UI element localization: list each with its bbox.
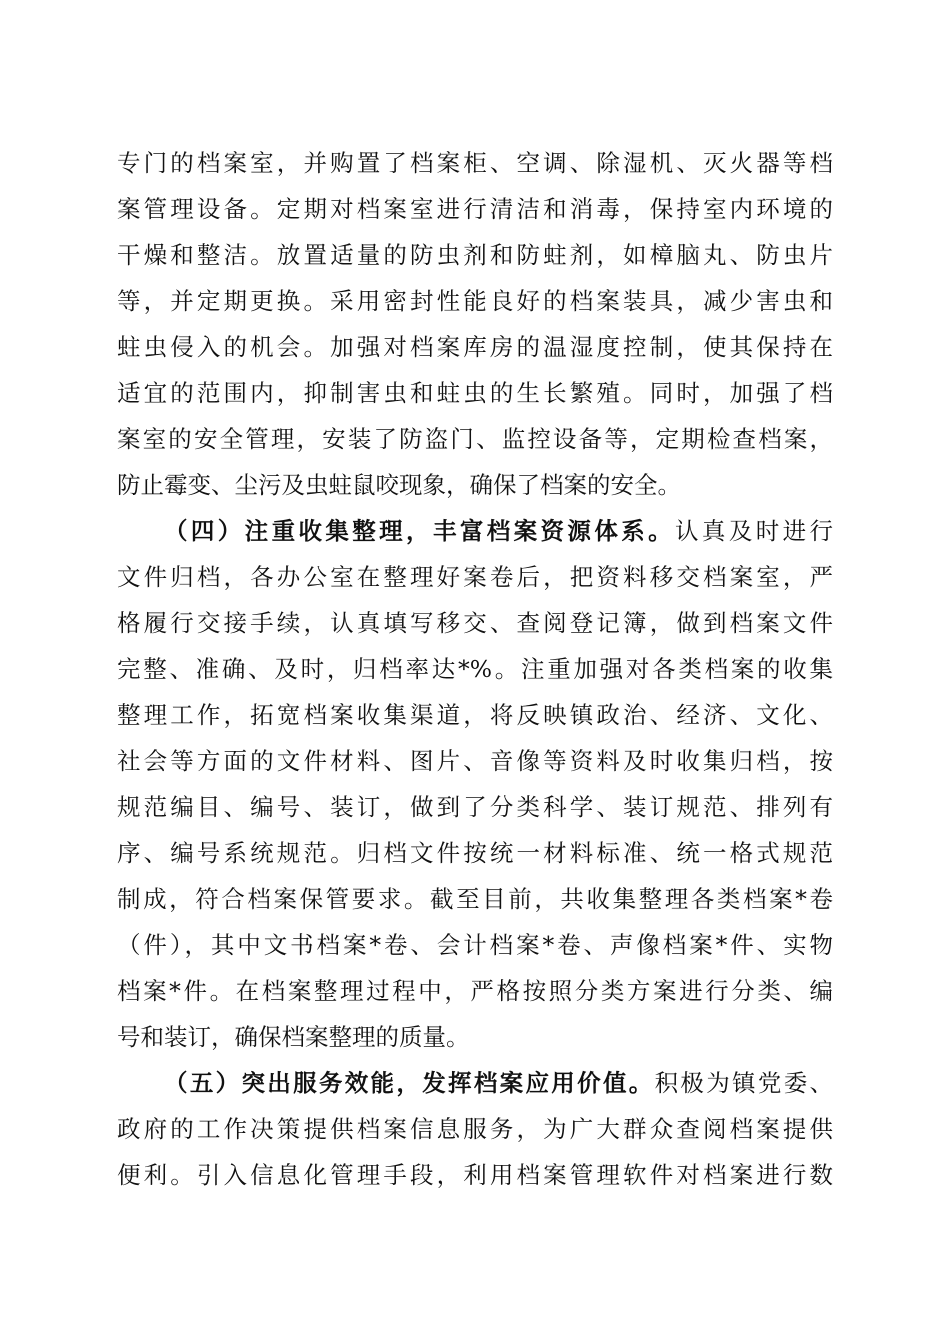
paragraph-2-line: 规范编目、编号、装订，做到了分类科学、装订规范、排列有 <box>117 793 833 821</box>
paragraph-1-line: 适宜的范围内，抑制害虫和蛀虫的生长繁殖。同时，加强了档 <box>117 379 833 407</box>
paragraph-3-heading: （五）突出服务效能，发挥档案应用价值。 <box>164 1069 655 1097</box>
paragraph-2-line: 档案*件。在档案整理过程中，严格按照分类方案进行分类、编 <box>117 977 833 1005</box>
paragraph-3-first-line <box>164 1061 833 1105</box>
paragraph-1-line: 干燥和整洁。放置适量的防虫剂和防蛀剂，如樟脑丸、防虫片 <box>117 241 833 269</box>
paragraph-2-line: 号和装订，确保档案整理的质量。 <box>117 1023 470 1051</box>
paragraph-1-line: 案室的安全管理，安装了防盗门、监控设备等，定期检查档案， <box>117 425 833 453</box>
paragraph-2-first-line <box>164 509 833 553</box>
paragraph-2-line: 社会等方面的文件材料、图片、音像等资料及时收集归档，按 <box>117 747 833 775</box>
paragraph-3-first-line-text: 积极为镇党委、 <box>654 1069 834 1097</box>
paragraph-1-line: 专门的档案室，并购置了档案柜、空调、除湿机、灭火器等档 <box>117 149 833 177</box>
paragraph-1-line: 案管理设备。定期对档案室进行清洁和消毒，保持室内环境的 <box>117 195 833 223</box>
paragraph-2-line: （件），其中文书档案*卷、会计档案*卷、声像档案*件、实物 <box>117 931 833 959</box>
paragraph-2-line: 整理工作，拓宽档案收集渠道，将反映镇政治、经济、文化、 <box>117 701 833 729</box>
paragraph-2-line: 完整、准确、及时，归档率达*%。注重加强对各类档案的收集 <box>117 655 833 683</box>
paragraph-2-line: 制成，符合档案保管要求。截至目前，共收集整理各类档案*卷 <box>117 885 833 913</box>
paragraph-1-line: 防止霉变、尘污及虫蛀鼠咬现象，确保了档案的安全。 <box>117 471 681 499</box>
paragraph-2-line: 格履行交接手续，认真填写移交、查阅登记簿，做到档案文件 <box>117 609 833 637</box>
paragraph-3-line: 便利。引入信息化管理手段，利用档案管理软件对档案进行数 <box>117 1161 833 1189</box>
paragraph-1-line: 蛀虫侵入的机会。加强对档案库房的温湿度控制，使其保持在 <box>117 333 833 361</box>
paragraph-2-line: 序、编号系统规范。归档文件按统一材料标准、统一格式规范 <box>117 839 833 867</box>
paragraph-2-heading: （四）注重收集整理，丰富档案资源体系。 <box>164 517 676 545</box>
paragraph-3-line: 政府的工作决策提供档案信息服务，为广大群众查阅档案提供 <box>117 1115 833 1143</box>
paragraph-1-line: 等，并定期更换。采用密封性能良好的档案装具，减少害虫和 <box>117 287 833 315</box>
paragraph-2-line: 文件归档，各办公室在整理好案卷后，把资料移交档案室，严 <box>117 563 833 591</box>
paragraph-2-first-line-text: 认真及时进行 <box>675 517 834 545</box>
